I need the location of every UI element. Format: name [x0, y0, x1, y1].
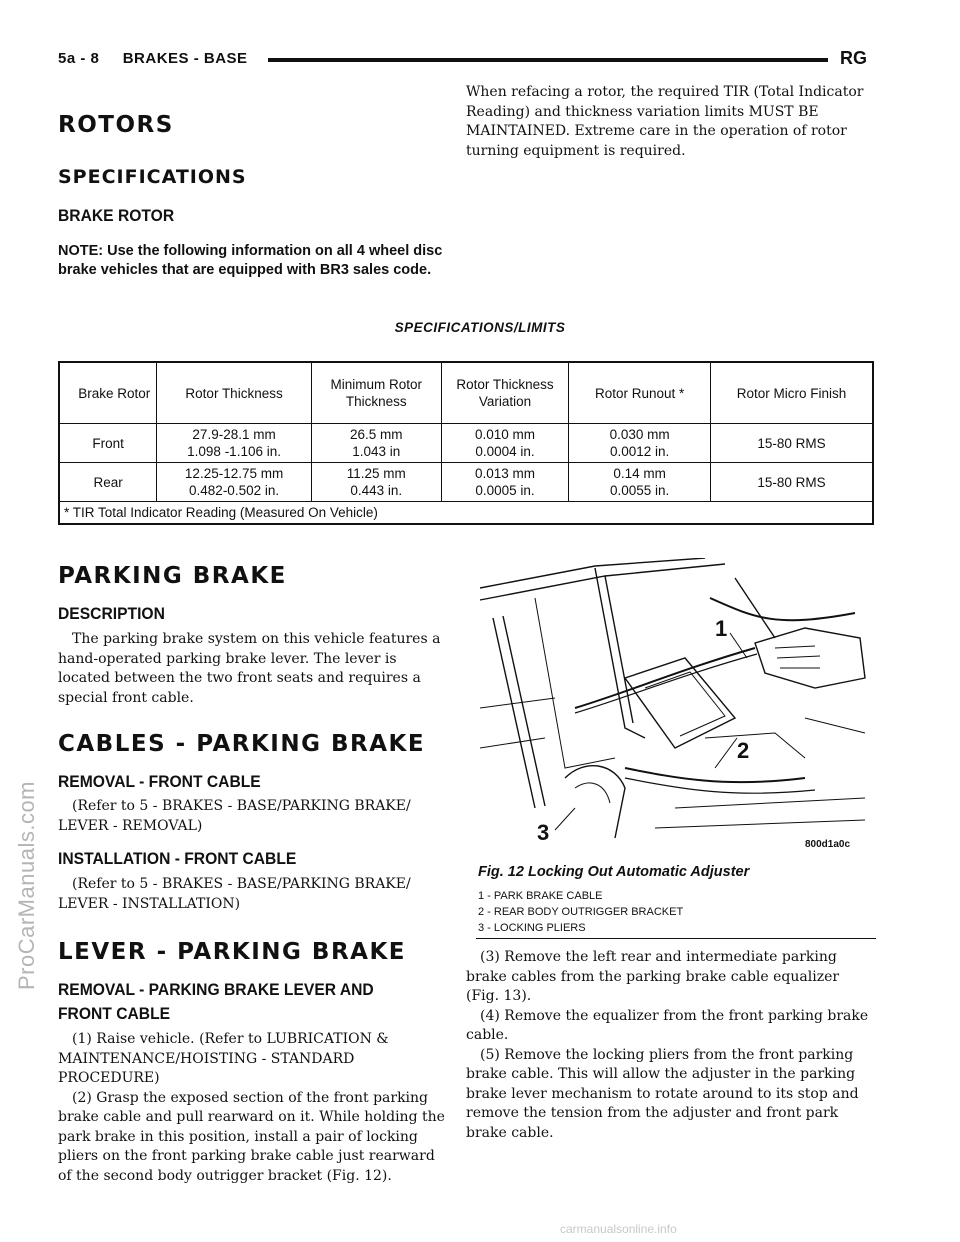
- figure-caption: Fig. 12 Locking Out Automatic Adjuster: [478, 864, 750, 880]
- removal-lever-heading-line1: REMOVAL - PARKING BRAKE LEVER AND: [58, 980, 374, 999]
- column-header: Rotor Thickness Variation: [441, 362, 569, 424]
- lever-removal-steps-right: [466, 948, 876, 1143]
- table-cell: 15-80 RMS: [710, 424, 873, 463]
- table-header-row: [59, 362, 873, 424]
- removal-front-cable-text: (Refer to 5 - BRAKES - BASE/PARKING BRAKE/ LEVER - REMOVAL): [58, 798, 411, 834]
- description-heading: DESCRIPTION: [58, 604, 165, 623]
- step-5: (5) Remove the locking pliers from the front parking brake cable. This will allow the adjuster in the parking brake lever mechanism to rotate around to its stop and remove the tension from the adjuster and front park brake cable.: [466, 1046, 859, 1141]
- lever-removal-steps-left: [58, 1030, 452, 1186]
- table-footnote-row: [59, 502, 873, 525]
- brake-rotor-heading: BRAKE ROTOR: [58, 206, 175, 225]
- metric-value: 0.013 mm: [474, 466, 535, 481]
- table-cell: [157, 424, 312, 463]
- column-header: Brake Rotor: [59, 362, 157, 424]
- table-cell: [569, 424, 711, 463]
- figure-rule: [476, 938, 876, 939]
- figure-12-illustration: [475, 558, 875, 858]
- installation-front-cable-paragraph: [58, 875, 452, 914]
- column-header: Rotor Thickness: [157, 362, 312, 424]
- figure-code: 800d1a0c: [805, 839, 851, 850]
- step-3: (3) Remove the left rear and intermediate parking brake cables from the parking brake cable equalizer (Fig. 13).: [466, 949, 840, 1004]
- column-header: Rotor Micro Finish: [710, 362, 873, 424]
- metric-value: 0.010 mm: [474, 427, 535, 442]
- metric-value: 26.5 mm: [349, 427, 403, 442]
- imperial-value: 0.0004 in.: [475, 444, 535, 459]
- table-cell: [311, 424, 441, 463]
- imperial-value: 0.0012 in.: [610, 444, 670, 459]
- table-cell: [441, 424, 569, 463]
- refacing-paragraph: [466, 83, 876, 161]
- imperial-value: 0.482-0.502 in.: [189, 483, 280, 498]
- description-paragraph: [58, 630, 452, 708]
- specifications-limits-table: [58, 361, 874, 525]
- legend-item: 2 - REAR BODY OUTRIGGER BRACKET: [478, 906, 684, 918]
- table-cell: [311, 463, 441, 502]
- table-footnote: * TIR Total Indicator Reading (Measured On Vehicle): [59, 502, 873, 525]
- legend-item: 1 - PARK BRAKE CABLE: [478, 890, 603, 902]
- metric-value: 0.14 mm: [613, 466, 666, 481]
- removal-front-cable-heading: REMOVAL - FRONT CABLE: [58, 772, 261, 791]
- specifications-heading: SPECIFICATIONS: [58, 166, 247, 188]
- metric-value: 27.9-28.1 mm: [192, 427, 276, 442]
- imperial-value: 0.443 in.: [350, 483, 403, 498]
- figure-callout-1: 1: [715, 616, 728, 641]
- locking-out-adjuster-drawing: [475, 558, 875, 858]
- cables-parking-brake-title: CABLES - PARKING BRAKE: [58, 731, 426, 757]
- table-cell: [441, 463, 569, 502]
- running-header-code: RG: [840, 48, 867, 68]
- column-header: Rotor Runout *: [569, 362, 711, 424]
- br3-note: NOTE: Use the following information on all 4 wheel disc brake vehicles that are equipped with BR3 sales code.: [58, 243, 443, 278]
- installation-front-cable-text: (Refer to 5 - BRAKES - BASE/PARKING BRAKE/ LEVER - INSTALLATION): [58, 876, 411, 912]
- refacing-text: When refacing a rotor, the required TIR (Total Indicator Reading) and thickness variation limits MUST BE MAINTAINED. Extreme care in the operation of rotor turning equipment is required.: [466, 84, 864, 159]
- table-row: [59, 463, 873, 502]
- step-2: (2) Grasp the exposed section of the front parking brake cable and pull rearward on it. While holding the park brake in this position, install a pair of locking pliers on the front parking brake cable just rearward of the second body outrigger bracket (Fig. 12).: [58, 1089, 445, 1184]
- side-watermark: ProCarManuals.com: [14, 780, 39, 990]
- footer-watermark: carmanualsonline.info: [560, 1222, 677, 1236]
- table-cell: Front: [59, 424, 157, 463]
- rotors-title: ROTORS: [58, 112, 174, 138]
- figure-callout-2: 2: [737, 738, 750, 763]
- step-4: (4) Remove the equalizer from the front parking brake cable.: [466, 1007, 869, 1043]
- figure-callout-3: 3: [537, 820, 550, 845]
- header-rule: [268, 58, 828, 62]
- running-header-section: 5a - 8 BRAKES - BASE: [58, 50, 248, 67]
- description-text: The parking brake system on this vehicle features a hand-operated parking brake lever. The lever is located between the two front seats and requires a special front cable.: [58, 631, 441, 706]
- metric-value: 12.25-12.75 mm: [184, 466, 284, 481]
- imperial-value: 0.0005 in.: [475, 483, 535, 498]
- column-header: Minimum Rotor Thickness: [311, 362, 441, 424]
- step-1: (1) Raise vehicle. (Refer to LUBRICATION & MAINTENANCE/HOISTING - STANDARD PROCEDURE): [58, 1031, 389, 1086]
- figure-legend: [478, 888, 683, 936]
- table-cell: [569, 463, 711, 502]
- table-cell: Rear: [59, 463, 157, 502]
- table-cell: [157, 463, 312, 502]
- imperial-value: 0.0055 in.: [610, 483, 670, 498]
- removal-front-cable-paragraph: [58, 797, 452, 836]
- table-row: [59, 424, 873, 463]
- spec-table-title: SPECIFICATIONS/LIMITS: [394, 320, 566, 335]
- imperial-value: 1.098 -1.106 in.: [187, 444, 281, 459]
- metric-value: 11.25 mm: [346, 466, 406, 481]
- table-cell: 15-80 RMS: [710, 463, 873, 502]
- legend-item: 3 - LOCKING PLIERS: [478, 922, 586, 934]
- installation-front-cable-heading: INSTALLATION - FRONT CABLE: [58, 849, 297, 868]
- parking-brake-title: PARKING BRAKE: [58, 563, 287, 589]
- lever-parking-brake-title: LEVER - PARKING BRAKE: [58, 939, 406, 965]
- metric-value: 0.030 mm: [609, 427, 670, 442]
- removal-lever-heading-line2: FRONT CABLE: [58, 1004, 171, 1023]
- imperial-value: 1.043 in: [352, 444, 401, 459]
